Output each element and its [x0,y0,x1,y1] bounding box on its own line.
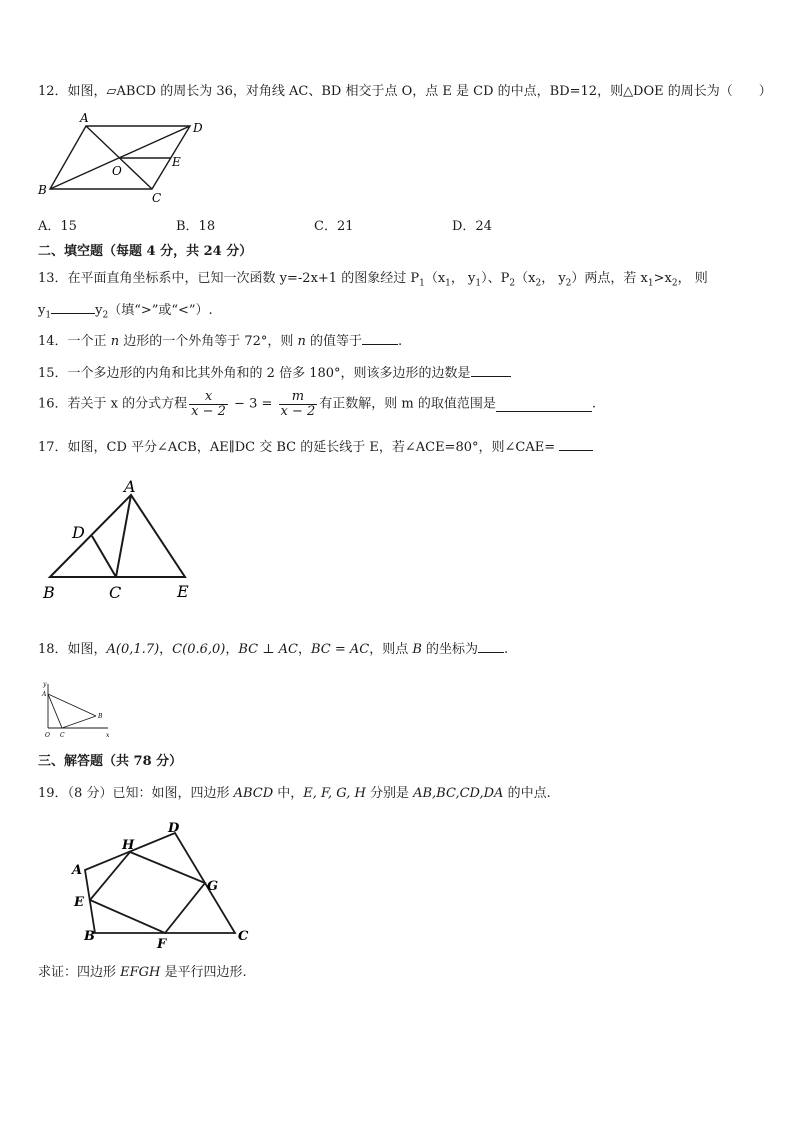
q19-label-g: G [207,879,219,894]
q15-text: 15．一个多边形的内角和比其外角和的 2 倍多 180°，则该多边形的边数是 [38,362,511,384]
q12-option-c: C．21 [314,219,354,234]
q12-label-d: D [193,121,203,135]
q19-proof-text: 求证：四边形 EFGH 是平行四边形. [38,965,247,980]
q13-line2: $y_1$ $y_2$（填“>”或“<”）. [38,299,213,326]
q18-label-y: y [43,681,47,688]
q19-figure [60,818,275,953]
q14-answer-blank[interactable] [362,330,398,345]
q18-label-c: C [60,732,65,739]
q17-label-d: D [72,523,85,542]
q15-answer-blank[interactable] [471,362,511,377]
q18-label-b: B [98,713,103,720]
q19-label-e: E [74,895,84,910]
q19-label-h: H [122,838,135,853]
q13-line1: 13．在平面直角坐标系中，已知一次函数 y=-2x+1 的图象经过 $P_1(x_1$， $y_1$）、$P_2(x_2$， $y_2$）两点，若 $x_1>x_2$， 则 [38,271,708,289]
q16-answer-blank[interactable] [496,397,592,412]
q12-option-d: D．24 [452,219,492,234]
q14-text: 14．一个正 n 边形的一个外角等于 72°，则 n 的值等于 . [38,330,402,352]
q12-label-o: O [112,164,122,178]
section-2-heading: 二、填空题（每题 4 分，共 24 分） [38,244,253,259]
q12-option-b: B．18 [176,219,216,234]
q12-label-a: A [80,111,89,125]
q16-text: 16．若关于 x 的分式方程 $\frac{x}{x - 2}$ − 3 = $\frac{m}{x - 2}$ 有正数解，则 m 的取值范围是 . [38,389,596,419]
section-3-heading: 三、解答题（共 78 分） [38,754,183,769]
q19-label-c: C [238,929,249,944]
q12-label-c: C [152,191,162,205]
q17-figure [38,478,198,603]
q13-answer-blank[interactable] [51,299,95,314]
q17-label-b: B [43,583,55,602]
q16-fraction-2: $\frac{m}{x - 2}$ [280,389,316,419]
q16-fraction-1: $\frac{x}{x - 2}$ [191,389,226,419]
q18-text: 18．如图，A(0,1.7)，C(0.6,0)，BC ⊥ AC，BC = AC，则点 B 的坐标为 . [38,638,508,660]
q12-text: 12．如图，▱ABCD 的周长为 36，对角线 AC、BD 相交于点 O，点 E 是 CD 的中点，BD=12，则△DOE 的周长为（ ） [38,84,772,99]
q19-label-f: F [157,937,167,952]
q19-label-d: D [168,821,180,836]
q12-label-b: B [38,183,47,197]
q17-label-a: A [124,477,136,496]
q18-answer-blank[interactable] [478,638,504,653]
q17-label-c: C [109,583,122,602]
q17-answer-blank[interactable] [559,436,593,451]
q19-label-a: A [72,863,83,878]
q19-text: 19．（8 分）已知：如图，四边形 ABCD 中，E, F, G, H 分别是 AB,BC,CD,DA 的中点. [38,786,551,801]
q18-label-o: O [45,732,50,739]
q12-label-e: E [172,155,181,169]
q18-figure [40,680,112,740]
q19-label-b: B [84,929,95,944]
q12-option-a: A．15 [38,219,77,234]
q18-label-x: x [106,732,110,739]
q17-label-e: E [177,582,189,601]
q17-text: 17．如图，CD 平分∠ACB，AE∥DC 交 BC 的延长线于 E，若∠ACE=80°，则∠CAE= [38,436,593,458]
q18-label-a: A [42,691,47,698]
q12-figure [36,112,216,207]
